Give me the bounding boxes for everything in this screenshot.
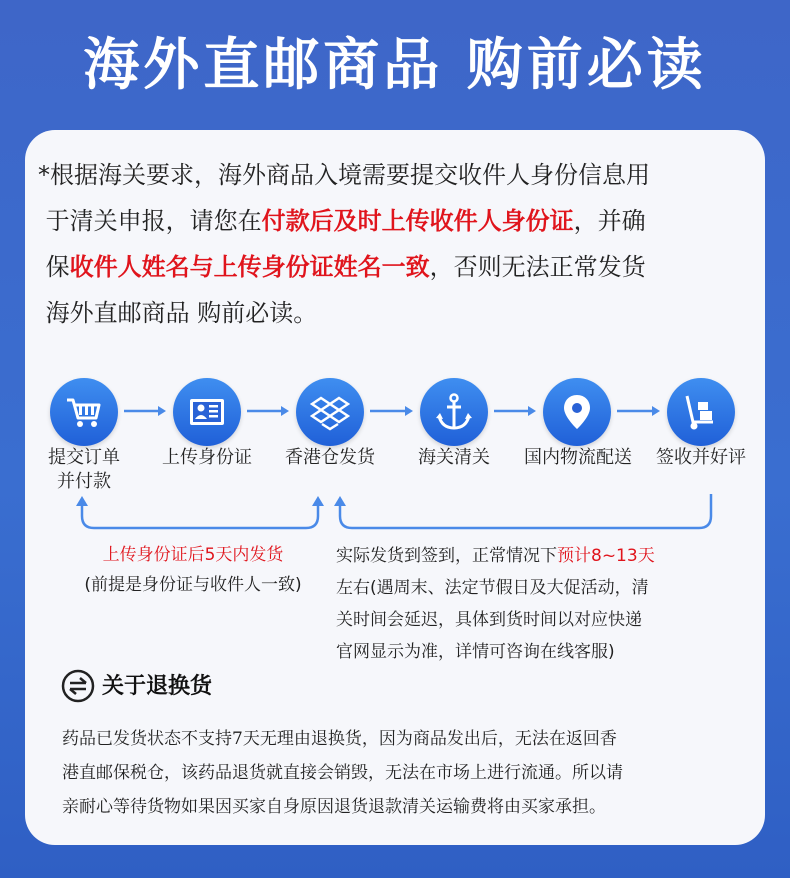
step-1-label: 提交订单 并付款 (48, 447, 120, 492)
returns-title: 关于退换货 (102, 674, 213, 699)
returns-policy-text: 药品已发货状态不支持7天无理由退换货，因为商品发出后，无法在返回香 港直邮保税仓，该药品退货就直接会销毁，无法在市场上进行流通。所以请 亲耐心等待货物如果因买家自身原因退货退款清关运输费将由买家承担。 (62, 729, 623, 817)
step-2-label: 上传身份证 (162, 447, 252, 468)
exchange-icon (60, 668, 96, 708)
step-5-label: 国内物流配送 (524, 447, 632, 468)
notice-line-2: 于清关申报，请您在付款后及时上传收件人身份证，并确 (45, 207, 646, 235)
delivery-time-note: 实际发货到签到，正常情况下预计8~13天 左右(遇周末、法定节假日及大促活动，清 关时间会延迟，具体到货时间以对应快递 官网显示为准，详情可咨询在线客服) (336, 546, 655, 662)
notice-line-1: *根据海关要求，海外商品入境需要提交收件人身份信息用 (38, 161, 650, 189)
step-3-label: 香港仓发货 (285, 447, 375, 468)
shipping-time-note: 上传身份证后5天内发货 (前提是身份证与收件人一致) (84, 545, 302, 595)
notice-line-4: 海外直邮商品 购前必读。 (45, 299, 318, 327)
page-title: 海外直邮商品 购前必读 (83, 33, 707, 98)
step-4-label: 海关清关 (418, 447, 490, 468)
notice-line-3: 保收件人姓名与上传身份证姓名一致，否则无法正常发货 (45, 253, 646, 281)
step-6-label: 签收并好评 (656, 447, 746, 468)
